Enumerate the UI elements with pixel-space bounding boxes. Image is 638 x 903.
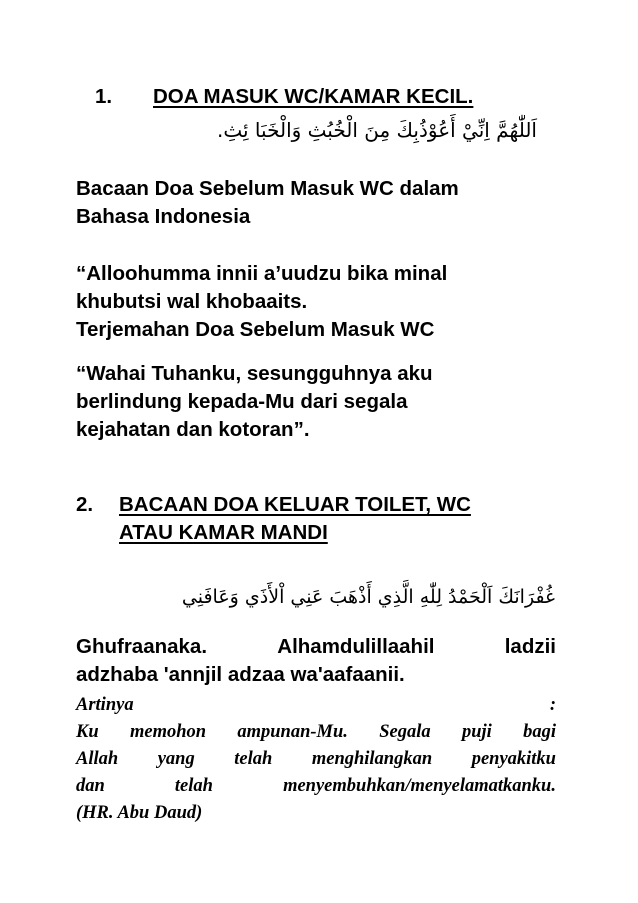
- section-1-transliteration-line: “Alloohumma innii a’uudzu bika minal: [76, 262, 448, 285]
- translation-word: dan: [76, 776, 105, 796]
- translation-word: telah: [174, 776, 213, 796]
- section-1-translation-line: kejahatan dan kotoran”.: [76, 418, 310, 441]
- section-2-translation: [76, 719, 556, 827]
- section-2-title-line: ATAU KAMAR MANDI: [119, 521, 328, 544]
- artinya-colon: :: [549, 695, 556, 715]
- section-2-transliteration-line-1: [76, 633, 556, 661]
- section-1-translation: [76, 360, 556, 444]
- translation-line: [76, 746, 556, 773]
- transliteration-word: Alhamdulillaahil: [277, 635, 435, 658]
- hadith-source: (HR. Abu Daud): [76, 803, 203, 823]
- section-1-title: DOA MASUK WC/KAMAR KECIL.: [153, 85, 474, 108]
- section-1-subtitle: [76, 175, 556, 231]
- section-2-transliteration-line-2: adzhaba 'annjil adzaa wa'aafaanii.: [76, 663, 405, 686]
- translation-line: [76, 773, 556, 800]
- translation-word: penyakitku: [471, 749, 556, 769]
- section-1-transliteration: [76, 260, 556, 344]
- translation-word: Ku: [76, 722, 99, 742]
- section-1-translation-line: “Wahai Tuhanku, sesungguhnya aku: [76, 362, 433, 385]
- section-2-arabic-prayer: غُفْرَانَكَ اَلْحَمْدُ لِلّٰهِ الَّذِي أَذْهَبَ عَنِي اْلأَذَي وَعَافَنِي: [181, 586, 555, 608]
- artinya-row: [76, 692, 556, 719]
- section-2-title: [119, 491, 559, 547]
- section-1-transliteration-line: khubutsi wal khobaaits.: [76, 290, 308, 313]
- section-2-number: 2.: [76, 493, 94, 516]
- section-1-number: 1.: [95, 85, 113, 108]
- section-1-transliteration-line: Terjemahan Doa Sebelum Masuk WC: [76, 318, 435, 341]
- section-1-subtitle-line: Bahasa Indonesia: [76, 205, 251, 228]
- translation-word: bagi: [523, 722, 556, 742]
- translation-word: Allah: [76, 749, 119, 769]
- section-1-arabic-prayer: اَللّٰهُمَّ اِنِّيْ أَعُوْذُبِكَ مِنَ الْخُبُثِ وَالْخَبَا ئِثِ.: [217, 118, 537, 142]
- artinya-label: Artinya: [76, 695, 134, 715]
- translation-word: menyembuhkan/menyelamatkanku.: [283, 776, 556, 796]
- translation-line: [76, 719, 556, 746]
- translation-word: puji: [461, 722, 492, 742]
- translation-word: Segala: [379, 722, 431, 742]
- translation-word: memohon: [129, 722, 207, 742]
- section-1-translation-line: berlindung kepada-Mu dari segala: [76, 390, 408, 413]
- translation-source-line: [76, 800, 556, 827]
- translation-word: yang: [157, 749, 195, 769]
- translation-word: menghilangkan: [311, 749, 433, 769]
- transliteration-word: Ghufraanaka.: [76, 635, 208, 658]
- translation-word: ampunan-Mu.: [237, 722, 348, 742]
- transliteration-word: ladzii: [504, 635, 556, 658]
- section-2-title-line: BACAAN DOA KELUAR TOILET, WC: [119, 493, 471, 516]
- section-1-subtitle-line: Bacaan Doa Sebelum Masuk WC dalam: [76, 177, 459, 200]
- translation-word: telah: [234, 749, 273, 769]
